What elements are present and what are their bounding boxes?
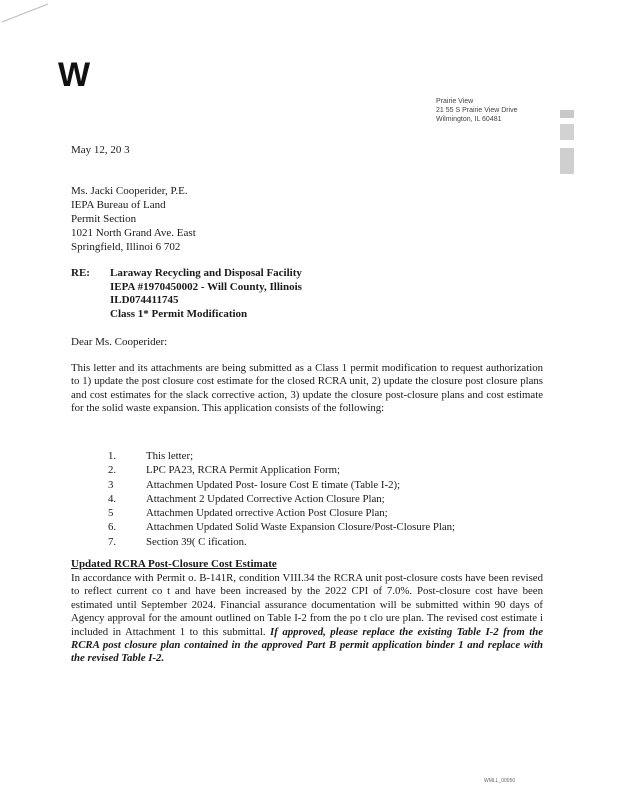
list-text: Section 39( C ification. (146, 535, 247, 548)
list-number: 6. (108, 521, 117, 534)
list-item (108, 449, 455, 463)
address-line: Wilmington, IL 60481 (436, 116, 502, 123)
subject-line: Laraway Recycling and Disposal Facility (110, 267, 302, 279)
re-label: RE: (71, 267, 90, 279)
list-text: Attachmen Updated Solid Waste Expansion Closure/Post-Closure Plan; (146, 521, 456, 534)
recipient-line: Permit Section (71, 213, 137, 225)
list-item (108, 535, 455, 549)
list-number: 7. (108, 535, 117, 548)
list-item (108, 506, 455, 520)
watermark-logo (556, 108, 580, 178)
list-item (108, 463, 455, 477)
list-text: Attachmen Updated orrective Action Post Closure Plan; (146, 507, 388, 520)
list-text: Attachment 2 Updated Corrective Action Closure Plan; (146, 492, 385, 505)
bates-number: WMLL_00050 (484, 778, 516, 784)
section-heading: Updated RCRA Post-Closure Cost Estimate (71, 558, 277, 570)
subject-line: ILD074411745 (110, 294, 179, 306)
address-line: Prairie View (436, 98, 474, 105)
list-text: This letter; (146, 450, 194, 462)
address-line: 21 55 S Prairie View Drive (436, 107, 518, 114)
scan-mark (0, 0, 60, 30)
recipient-block (71, 184, 196, 254)
company-logo: W (58, 56, 88, 94)
list-number: 3 (108, 478, 114, 491)
recipient-line: IEPA Bureau of Land (71, 199, 166, 211)
subject-line: Class 1* Permit Modification (110, 307, 248, 320)
recipient-line: 1021 North Grand Ave. East (71, 227, 196, 239)
letter-date: May 12, 20 3 (71, 144, 130, 156)
list-number: 4. (108, 492, 117, 505)
list-text: LPC PA23, RCRA Permit Application Form; (146, 464, 340, 477)
letterhead-address (436, 97, 518, 124)
recipient-line: Ms. Jacki Cooperider, P.E. (71, 185, 188, 197)
list-item (108, 478, 455, 492)
subject-block (110, 267, 302, 321)
subject-line: IEPA #1970450002 - Will County, Illinois (110, 280, 302, 293)
list-number: 2. (108, 464, 117, 477)
salutation: Dear Ms. Cooperider: (71, 336, 168, 348)
list-number: 5 (108, 507, 114, 520)
recipient-line: Springfield, Illinoi 6 702 (71, 241, 181, 253)
list-number: 1. (108, 450, 117, 462)
list-item (108, 520, 455, 534)
intro-paragraph: This letter and its attachments are being submitted as a Class 1 permit modification to request authorization to 1) update the post closure cost estimate for the closed RCRA unit, 2) update the closure post closure plans and cost estimates for the slack corrective action, 3) update the closure post-closure plans and cost estimate for the solid waste expansion. This application consists of the following: (71, 362, 543, 415)
list-text: Attachmen Updated Post- losure Cost E timate (Table I-2); (146, 478, 401, 491)
section-body (71, 572, 543, 666)
emphasis-text: If approved, please replace the existing Table I-2 from the RCRA post closure plan contained in the approved Part B permit application binder 1 and replace with the revised Table I-2. (71, 625, 543, 665)
attachment-list (108, 449, 455, 549)
list-item (108, 492, 455, 506)
section-text: In accordance with Permit o. B-141R, condition VIII.34 the RCRA unit post-closure costs have been revised to reflect current co t and have been increased by the 2022 CPI of 7.0%. Post-closure cost have been estimated until September 2024. Financial assurance documentation will be submitted within 90 days of Agency approval for the amount outlined on Table I-2 from the po t clo ure plan. The revised cost estimate i included in Attachment 1 to this submittal. (71, 572, 543, 638)
